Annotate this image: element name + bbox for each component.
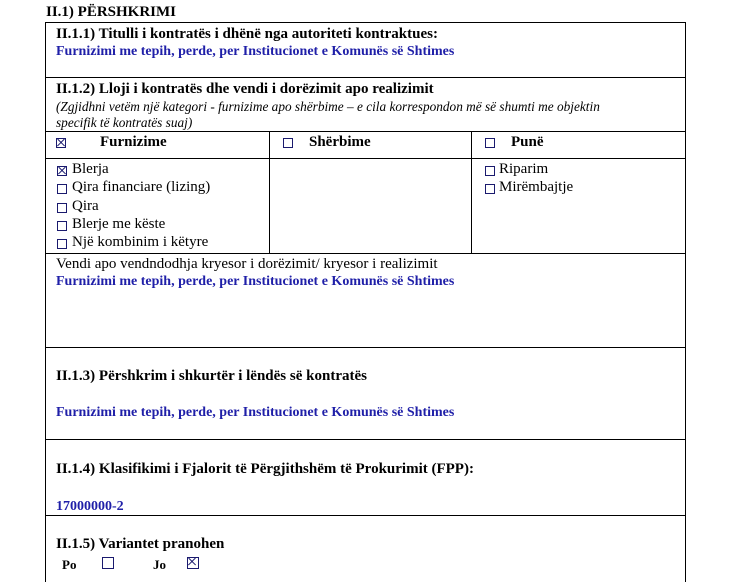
table-border-top [45, 22, 686, 23]
option-mirembajtje-checkbox[interactable] [485, 184, 495, 194]
sherbime-checkbox[interactable] [283, 138, 293, 148]
s113-description-value: Furnizimi me tepih, perde, per Institucionet e Komunës së Shtimes [56, 405, 455, 420]
column-divider [269, 131, 270, 253]
option-mirembajtje-label: Mirëmbajtje [499, 179, 574, 195]
s111-heading: II.1.1) Titulli i kontratës i dhënë nga autoriteti kontraktues: [56, 26, 438, 42]
s112-heading: II.1.2) Lloji i kontratës dhe vendi i dorëzimit apo realizimit [56, 81, 434, 97]
row-divider [45, 158, 686, 159]
variant-po-checkbox[interactable] [102, 557, 114, 569]
variant-po-label: Po [62, 557, 77, 572]
col-sherbime-label: Shërbime [309, 134, 371, 150]
option-blerja-checkbox[interactable] [57, 166, 67, 176]
row-divider [45, 77, 686, 78]
option-riparim-checkbox[interactable] [485, 166, 495, 176]
option-riparim-label: Riparim [499, 161, 549, 177]
location-value: Furnizimi me tepih, perde, per Institucionet e Komunës së Shtimes [56, 274, 455, 289]
option-kombinim-label: Një kombinim i këtyre [72, 234, 209, 250]
row-divider [45, 131, 686, 132]
section-title: II.1) PËRSHKRIMI [46, 4, 177, 20]
row-divider [45, 253, 686, 254]
col-pune-label: Punë [511, 134, 544, 150]
s114-cpv-code: 17000000-2 [56, 499, 124, 514]
s113-heading: II.1.3) Përshkrim i shkurtër i lëndës së kontratës [56, 368, 367, 384]
option-qira-financiare-label: Qira financiare (lizing) [72, 179, 211, 195]
row-divider [45, 439, 686, 440]
s115-heading: II.1.5) Variantet pranohen [56, 536, 225, 552]
s114-heading: II.1.4) Klasifikimi i Fjalorit të Përgjithshëm të Prokurimit (FPP): [56, 461, 474, 477]
row-divider [45, 347, 686, 348]
option-qira-checkbox[interactable] [57, 203, 67, 213]
option-blerje-me-keste-label: Blerje me këste [72, 216, 166, 232]
option-blerje-me-keste-checkbox[interactable] [57, 221, 67, 231]
col-furnizime-label: Furnizime [100, 134, 167, 150]
s111-title-value: Furnizimi me tepih, perde, per Institucionet e Komunës së Shtimes [56, 44, 455, 59]
option-kombinim-checkbox[interactable] [57, 239, 67, 249]
location-label: Vendi apo vendndodhja kryesor i dorëzimit/ kryesor i realizimit [56, 256, 438, 272]
table-border-right [685, 22, 686, 582]
row-divider [45, 515, 686, 516]
column-divider [471, 131, 472, 253]
option-blerja-label: Blerja [72, 161, 109, 177]
furnizime-checkbox[interactable] [56, 138, 66, 148]
variant-jo-label: Jo [153, 557, 166, 572]
table-border-left [45, 22, 46, 582]
s112-note-line2: specifik të kontratës suaj) [56, 115, 193, 130]
pune-checkbox[interactable] [485, 138, 495, 148]
option-qira-financiare-checkbox[interactable] [57, 184, 67, 194]
s112-note-line1: (Zgjidhni vetëm një kategori - furnizime apo shërbime – e cila korrespondon më së shumti me objektin [56, 99, 600, 114]
variant-jo-checkbox[interactable] [187, 557, 199, 569]
option-qira-label: Qira [72, 198, 99, 214]
